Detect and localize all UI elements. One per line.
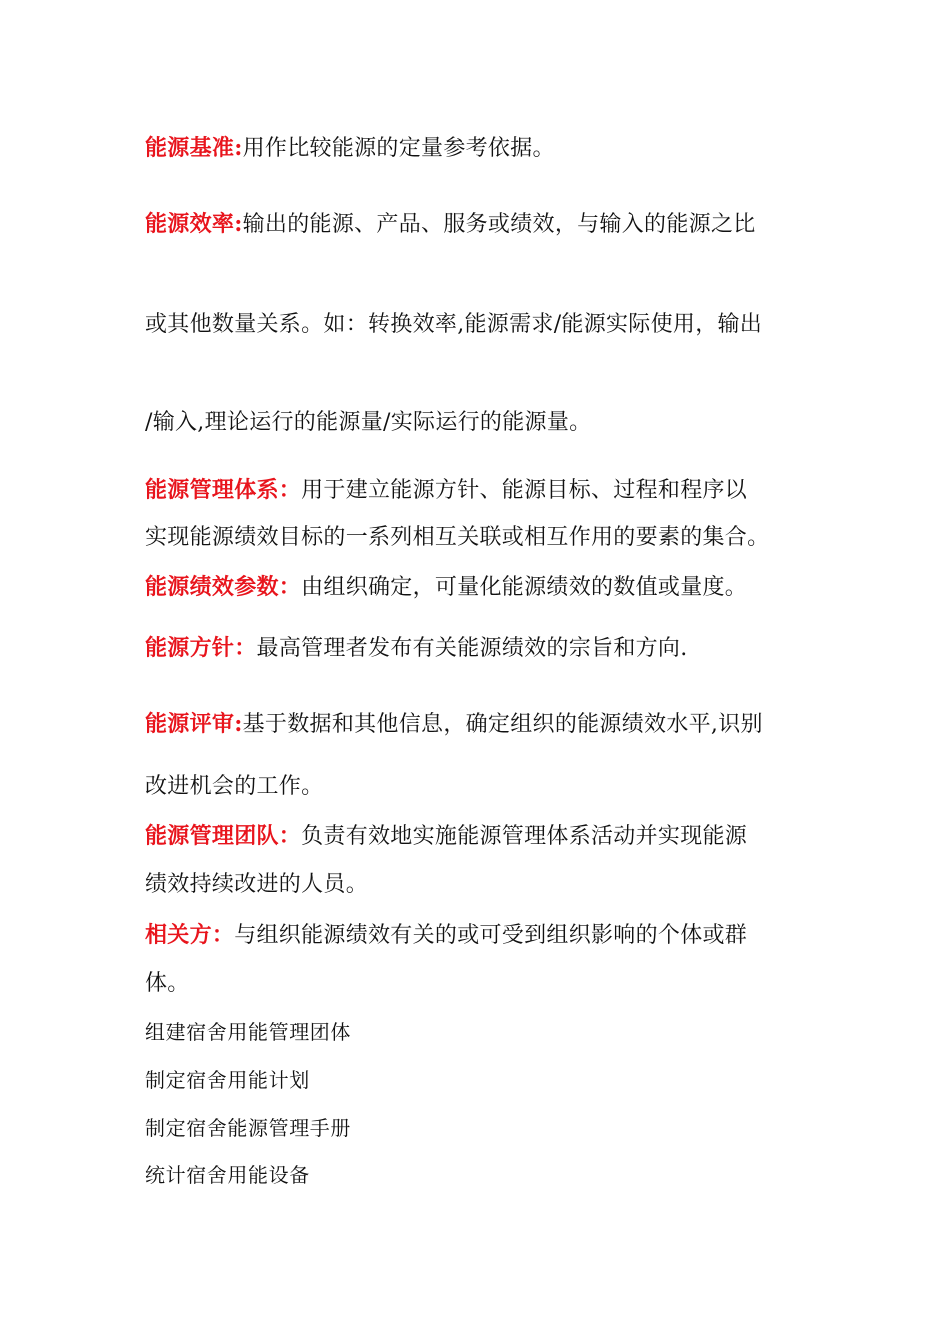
term-label: 能源管理体系：	[145, 477, 302, 503]
task-item: 制定宿舍用能计划	[145, 1068, 310, 1092]
term-label: 能源效率:	[145, 211, 243, 237]
definition-text-line: 改进机会的工作。	[145, 774, 324, 799]
definition-text: 用作比较能源的定量参考依据。	[242, 136, 555, 161]
task-item: 组建宿舍用能管理团体	[145, 1020, 351, 1044]
definition-text-line: 绩效持续改进的人员。	[145, 872, 369, 897]
term-label: 相关方：	[145, 922, 235, 948]
definition-text-line: 实现能源绩效目标的一系列相互关联或相互作用的要素的集合。	[145, 525, 770, 550]
term-label: 能源方针：	[145, 635, 257, 661]
definition-energy-performance-indicator	[145, 572, 815, 603]
term-label: 能源管理团队：	[145, 823, 302, 849]
definition-energy-policy	[145, 633, 815, 664]
definition-energy-efficiency	[145, 209, 815, 240]
definition-text: 用于建立能源方针、能源目标、过程和程序以	[301, 478, 748, 503]
definition-text: 由组织确定，可量化能源绩效的数值或量度。	[301, 575, 748, 600]
definition-energy-management-system	[145, 475, 815, 506]
definition-energy-baseline	[145, 133, 815, 164]
term-label: 能源评审:	[145, 711, 243, 737]
definition-text: 最高管理者发布有关能源绩效的宗旨和方向.	[256, 636, 688, 661]
definition-text: 负责有效地实施能源管理体系活动并实现能源	[301, 824, 748, 849]
definition-text-line: 或其他数量关系。如：转换效率,能源需求/能源实际使用，输出	[145, 312, 763, 337]
definition-interested-party	[145, 920, 815, 951]
definition-energy-review	[145, 709, 815, 740]
task-item: 制定宿舍能源管理手册	[145, 1116, 351, 1140]
definition-text: 与组织能源绩效有关的或可受到组织影响的个体或群	[234, 923, 748, 948]
definition-text: 基于数据和其他信息，确定组织的能源绩效水平,识别	[242, 712, 763, 737]
definition-text-line: 体。	[145, 971, 190, 996]
definition-energy-management-team	[145, 821, 815, 852]
term-label: 能源绩效参数：	[145, 574, 302, 600]
term-label: 能源基准:	[145, 135, 243, 161]
definition-text: 输出的能源、产品、服务或绩效，与输入的能源之比	[242, 212, 756, 237]
definition-text-line: /输入,理论运行的能源量/实际运行的能源量。	[145, 410, 592, 435]
task-item: 统计宿舍用能设备	[145, 1163, 310, 1187]
